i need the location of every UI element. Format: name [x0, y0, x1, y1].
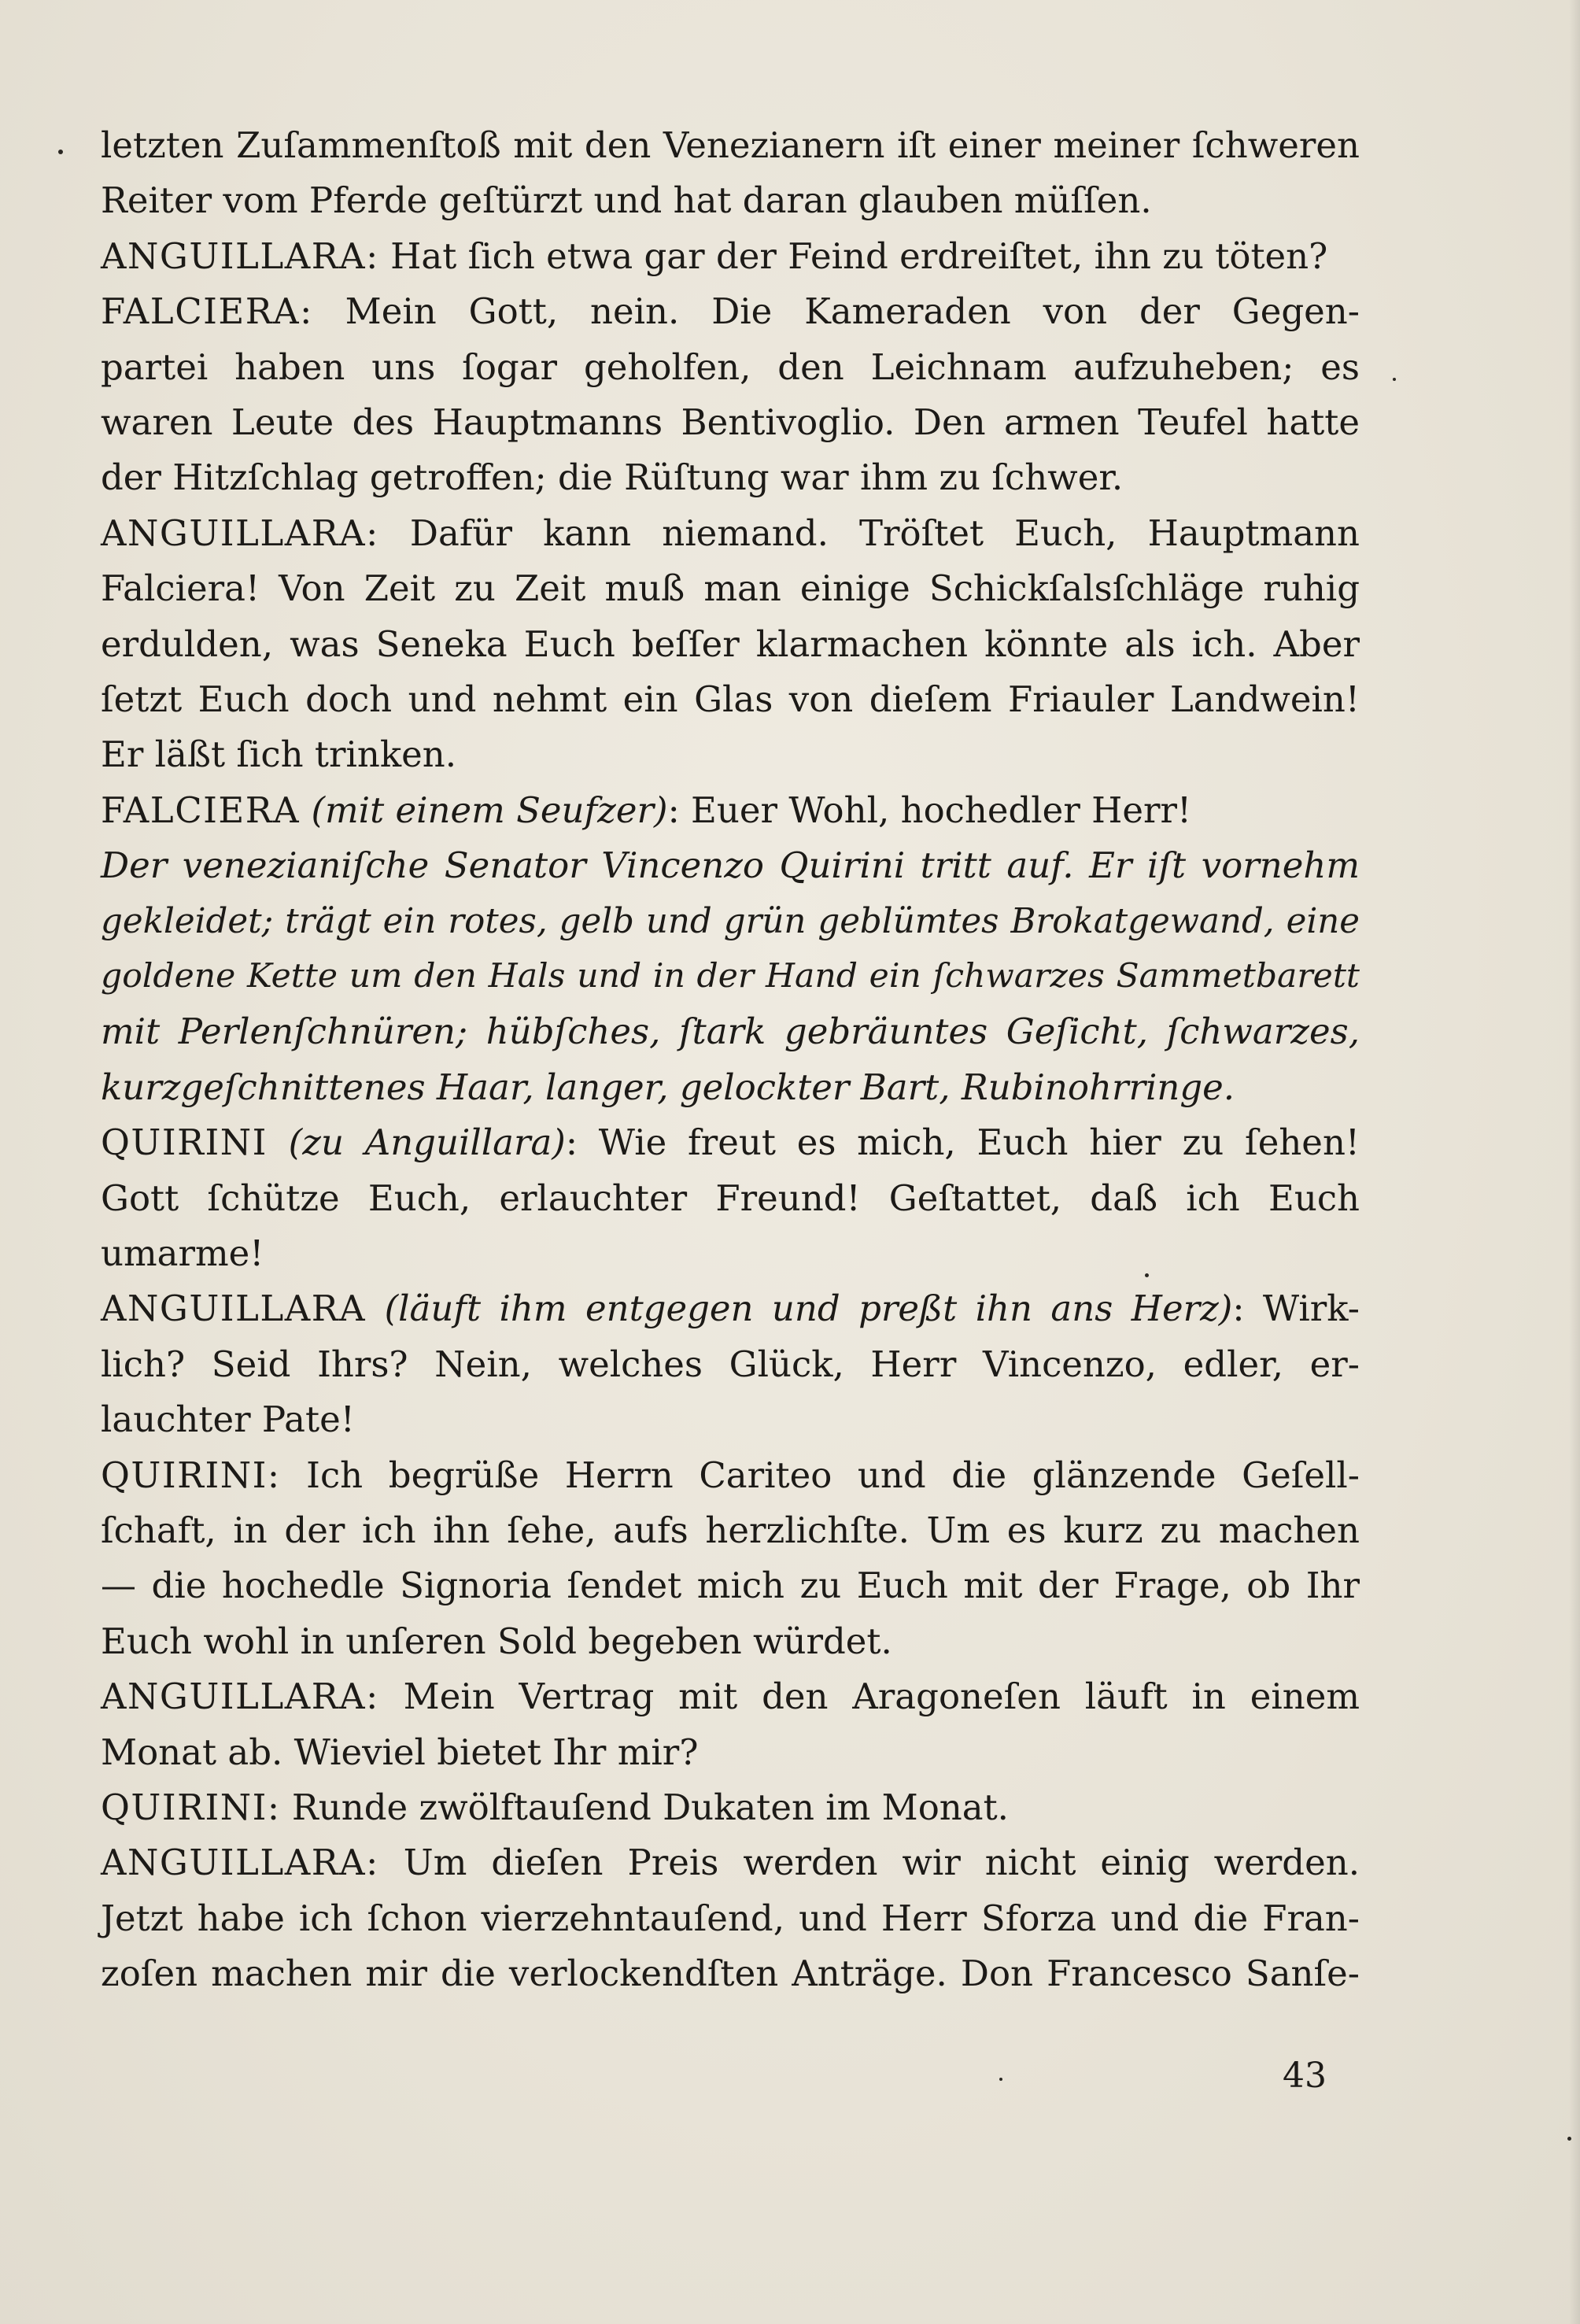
- line-text: Er läßt ſich trinken.: [101, 733, 457, 775]
- text-line: [101, 1060, 1360, 1115]
- line-text: Runde zwölftauſend Dukaten im Monat.: [280, 1786, 1009, 1828]
- text-line: [101, 395, 1360, 450]
- speaker-name: ANGUILLARA: [101, 1288, 367, 1329]
- line-text: erdulden, was Seneka Euch beſſer klarmachen könnte als ich. Aber: [101, 623, 1360, 665]
- line-text: : Wie freut es mich, Euch hier zu ſehen!: [565, 1121, 1360, 1163]
- text-line: [101, 1614, 1360, 1669]
- text-line: [101, 340, 1360, 395]
- text-line: [101, 672, 1360, 727]
- text-line: [101, 783, 1360, 838]
- text-line: [101, 1171, 1360, 1226]
- speaker-name: FALCIERA: [101, 789, 301, 831]
- line-text: Dafür kann niemand. Tröſtet Euch, Hauptmann: [378, 512, 1360, 554]
- speaker-name: FALCIERA:: [101, 290, 313, 332]
- text-line: [101, 1004, 1360, 1059]
- speaker-name: QUIRINI:: [101, 1786, 281, 1828]
- speaker-name: ANGUILLARA:: [101, 1676, 379, 1717]
- text-line: [101, 1503, 1360, 1558]
- line-text: der Hitzſchlag getroffen; die Rüſtung war ihm zu ſchwer.: [101, 456, 1124, 498]
- line-text: Gott ſchütze Euch, erlauchter Freund! Geſtattet, daß ich Euch: [101, 1177, 1360, 1219]
- line-text: letzten Zuſammenſtoß mit den Venezianern iſt einer meiner ſchweren: [101, 124, 1360, 166]
- text-line: [101, 838, 1360, 893]
- speaker-name: ANGUILLARA:: [101, 1842, 379, 1883]
- line-text: zoſen machen mir die verlockendſten Anträge. Don Francesco Sanſe-: [101, 1953, 1360, 1994]
- stage-direction: goldene Kette um den Hals und in der Hand ein ſchwarzes Sammetbarett: [101, 957, 1360, 996]
- speck: [999, 2078, 1002, 2081]
- text-line: [101, 1946, 1360, 2001]
- line-text: ſchaft, in der ich ihn ſehe, aufs herzlichſte. Um es kurz zu machen: [101, 1509, 1360, 1551]
- stage-direction: gekleidet; trägt ein rotes, gelb und grün geblümtes Brokatgewand, eine: [101, 902, 1360, 941]
- stage-direction: mit Perlenſchnüren; hübſches, ſtark gebräuntes Geſicht, ſchwarzes,: [101, 1011, 1360, 1052]
- line-text: Um dieſen Preis werden wir nicht einig werden.: [378, 1842, 1360, 1883]
- text-line: [101, 617, 1360, 672]
- line-text: waren Leute des Hauptmanns Bentivoglio. Den armen Teufel hatte: [101, 401, 1360, 443]
- text-line: [101, 229, 1360, 284]
- stage-direction: (mit einem Seufzer): [300, 789, 668, 831]
- text-line: [101, 1558, 1360, 1613]
- line-text: Euch wohl in unſeren Sold begeben würdet.: [101, 1620, 892, 1662]
- speaker-name: QUIRINI: [101, 1121, 268, 1163]
- text-line: [101, 1337, 1360, 1392]
- text-line: [101, 284, 1360, 339]
- line-text: ſetzt Euch doch und nehmt ein Glas von dieſem Friauler Landwein!: [101, 678, 1360, 720]
- line-text: Hat ſich etwa gar der Feind erdreiſtet, ihn zu töten?: [378, 235, 1328, 277]
- text-line: [101, 1725, 1360, 1780]
- text-line: [101, 1115, 1360, 1170]
- line-text: lich? Seid Ihrs? Nein, welches Glück, Herr Vincenzo, edler, er-: [101, 1343, 1360, 1385]
- line-text: Jetzt habe ich ſchon vierzehntauſend, und Herr Sforza und die Fran-: [101, 1897, 1360, 1939]
- speck: [58, 150, 63, 154]
- page-edge-shadow: [1569, 0, 1580, 2324]
- line-text: : Euer Wohl, hochedler Herr!: [667, 789, 1192, 831]
- line-text: partei haben uns ſogar geholfen, den Leichnam aufzuheben; es: [101, 346, 1360, 388]
- line-text: lauchter Pate!: [101, 1398, 355, 1440]
- text-line: [101, 561, 1360, 616]
- speaker-name: ANGUILLARA:: [101, 235, 379, 277]
- text-line: [101, 1835, 1360, 1890]
- text-line: [101, 949, 1360, 1004]
- text-line: [101, 894, 1360, 949]
- page-number: 43: [1283, 2056, 1327, 2096]
- line-text: : Wirk-: [1232, 1288, 1360, 1329]
- stage-direction: Der venezianiſche Senator Vincenzo Quirini tritt auf. Er iſt vornehm: [101, 844, 1360, 886]
- line-text: Mein Vertrag mit den Aragoneſen läuft in einem: [378, 1676, 1360, 1717]
- stage-direction: (zu Anguillara): [267, 1121, 566, 1163]
- stage-direction: (läuft ihm entgegen und preßt ihn ans Herz): [366, 1288, 1233, 1329]
- speck: [1145, 1273, 1149, 1277]
- speck: [1393, 378, 1396, 381]
- line-text: — die hochedle Signoria ſendet mich zu Euch mit der Frage, ob Ihr: [101, 1565, 1360, 1606]
- line-text: Reiter vom Pferde geſtürzt und hat daran glauben müſſen.: [101, 179, 1152, 221]
- stage-direction: kurzgeſchnittenes Haar, langer, gelockter Bart, Rubinohrringe.: [101, 1066, 1235, 1108]
- text-line: [101, 506, 1360, 561]
- text-line: [101, 1281, 1360, 1336]
- text-line: [101, 1226, 1360, 1281]
- line-text: umarme!: [101, 1232, 264, 1274]
- text-line: [101, 1448, 1360, 1503]
- text-line: [101, 450, 1360, 505]
- text-line: [101, 1891, 1360, 1946]
- text-line: [101, 1669, 1360, 1724]
- text-line: [101, 727, 1360, 782]
- text-line: [101, 1780, 1360, 1835]
- speaker-name: ANGUILLARA:: [101, 512, 379, 554]
- line-text: Mein Gott, nein. Die Kameraden von der Gegen-: [312, 290, 1360, 332]
- line-text: Ich begrüße Herrn Cariteo und die glänzende Geſell-: [280, 1454, 1360, 1496]
- line-text: Falciera! Von Zeit zu Zeit muß man einige Schickſalsſchläge ruhig: [101, 567, 1360, 609]
- text-line: [101, 118, 1360, 173]
- line-text: Monat ab. Wieviel bietet Ihr mir?: [101, 1731, 699, 1773]
- speaker-name: QUIRINI:: [101, 1454, 281, 1496]
- text-line: [101, 173, 1360, 228]
- text-line: [101, 1392, 1360, 1447]
